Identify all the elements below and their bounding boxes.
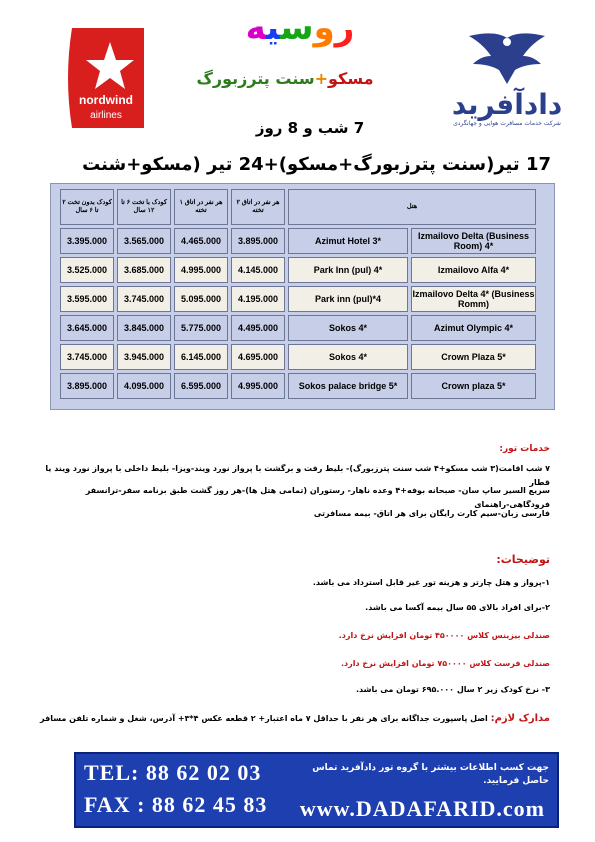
price-single: 5.095.000 [174, 286, 228, 312]
hotel-st-petersburg: Sokos palace bridge 5* [288, 373, 408, 399]
agency-name: دادآفرید [451, 88, 563, 121]
note-child-price: ۳- نرخ کودک زیر ۲ سال ۶۹۵.۰۰۰ تومان می باشد. [355, 685, 550, 694]
header-child-no-bed: کودک بدون تخت ۲ تا ۶ سال [60, 189, 114, 225]
agency-tagline: شرکت خدمات مسافرت هوایی و جهانگردی [453, 120, 561, 127]
header-hotel: هتل [288, 189, 536, 225]
table-row [60, 315, 536, 341]
services-line-1: ۷ شب اقامت(۳ شب مسکو+۴ شب سنت پترزبورگ)- بلیط رفت و برگشت با پرواز نورد ویند-ویزا- بلیط داخلی با پرواز نورد ویند یا قطار [45, 464, 550, 487]
hotel-st-petersburg: Park inn (pul)*4 [288, 286, 408, 312]
phone-number[interactable]: TEL: 88 62 02 03 [84, 760, 262, 785]
price-child-bed: 3.565.000 [117, 228, 171, 254]
note-2: ۲-برای افراد بالای ۵۵ سال بیمه آکسا می باشد. [365, 603, 550, 612]
services-heading: خدمات تور: [499, 444, 550, 454]
hotel-st-petersburg: Azimut Hotel 3* [288, 228, 408, 254]
table-row [60, 228, 536, 254]
header-double-room: هر نفر در اتاق ۲ تخته [231, 189, 285, 225]
eagle-icon [465, 30, 549, 86]
price-child-bed: 3.945.000 [117, 344, 171, 370]
price-double: 4.695.000 [231, 344, 285, 370]
price-double: 4.495.000 [231, 315, 285, 341]
tour-cities: مسکو+سنت پترزبورگ [196, 69, 374, 88]
price-child-no-bed: 3.895.000 [60, 373, 114, 399]
contact-footer [74, 752, 559, 828]
price-child-bed: 3.745.000 [117, 286, 171, 312]
page-title: روسیه [245, 8, 355, 48]
hotel-moscow: Izmailovo Delta 4* (Business Romm) [411, 286, 536, 312]
price-single: 4.995.000 [174, 257, 228, 283]
price-child-bed: 4.095.000 [117, 373, 171, 399]
price-single: 4.465.000 [174, 228, 228, 254]
note-1: ۱-پرواز و هتل چارتر و هزینه تور غیر قابل استرداد می باشد. [312, 578, 550, 587]
price-double: 4.995.000 [231, 373, 285, 399]
hotel-moscow: Izmailovo Delta (Business Room) 4* [411, 228, 536, 254]
price-single: 6.595.000 [174, 373, 228, 399]
tour-duration: 7 شب و 8 روز [255, 119, 365, 137]
header-single-room: هر نفر در اتاق ۱ تخته [174, 189, 228, 225]
hotel-st-petersburg: Park Inn (pul) 4* [288, 257, 408, 283]
tour-dates: 17 تیر(سنت پترزبورگ+مسکو)+24 تیر (مسکو+شنت [82, 154, 551, 175]
fax-number: FAX : 88 62 45 83 [84, 792, 268, 817]
nordwind-logo [66, 28, 144, 128]
table-row [60, 286, 536, 312]
price-child-bed: 3.685.000 [117, 257, 171, 283]
price-double: 3.895.000 [231, 228, 285, 254]
price-table [57, 186, 539, 402]
services-line-3: فارسی زبان-سیم کارت رایگان برای هر اتاق- بیمه مسافرتی [313, 509, 550, 518]
docs-label: مدارک لازم: [490, 713, 550, 724]
table-row [60, 257, 536, 283]
price-child-no-bed: 3.395.000 [60, 228, 114, 254]
table-header-row [60, 189, 536, 225]
hotel-st-petersburg: Sokos 4* [288, 344, 408, 370]
hotel-st-petersburg: Sokos 4* [288, 315, 408, 341]
required-documents [40, 712, 550, 726]
table-row [60, 373, 536, 399]
services-line-2: سریع السیر ساپ سان- صبحانه بوفه+۴ وعده ناهار- رستوران (تمامی هتل ها)-هر روز گشت طبق برنامه سفر-ترانسفر فرودگاهی-راهنمای [85, 486, 550, 509]
price-single: 5.775.000 [174, 315, 228, 341]
price-double: 4.145.000 [231, 257, 285, 283]
dadafarid-logo [442, 30, 572, 134]
website-link[interactable]: www.DADAFARID.com [299, 796, 545, 821]
price-single: 6.145.000 [174, 344, 228, 370]
price-child-no-bed: 3.595.000 [60, 286, 114, 312]
hotel-moscow: Crown Plaza 5* [411, 344, 536, 370]
header-child-bed: کودک با تخت ۶ تا ۱۲ سال [117, 189, 171, 225]
note-business-class: صندلی بیزینس کلاس ۴۵۰۰۰۰ تومان افزایش نرخ دارد. [338, 631, 550, 640]
hotel-moscow: Izmailovo Alfa 4* [411, 257, 536, 283]
price-child-bed: 3.845.000 [117, 315, 171, 341]
nordwind-logo-sub: airlines [90, 110, 122, 121]
price-child-no-bed: 3.525.000 [60, 257, 114, 283]
nordwind-logo-name: nordwind [79, 93, 133, 107]
contact-note: جهت کسب اطلاعات بیشتر با گروه تور دادآفرید تماس حاصل فرمایید. [312, 763, 549, 786]
note-first-class: صندلی فرست کلاس ۷۵۰۰۰۰ تومان افزایش نرخ دارد. [341, 659, 550, 668]
table-row [60, 344, 536, 370]
price-child-no-bed: 3.745.000 [60, 344, 114, 370]
price-child-no-bed: 3.645.000 [60, 315, 114, 341]
hotel-moscow: Azimut Olympic 4* [411, 315, 536, 341]
docs-text: اصل پاسپورت جداگانه برای هر نفر با حداقل ۷ ماه اعتبار+ ۲ قطعه عکس ۴*۳+ آدرس، شغل و شماره تلفن مسافر [40, 714, 488, 723]
hotel-moscow: Crown plaza 5* [411, 373, 536, 399]
price-double: 4.195.000 [231, 286, 285, 312]
notes-heading: توضیحات: [496, 553, 550, 566]
